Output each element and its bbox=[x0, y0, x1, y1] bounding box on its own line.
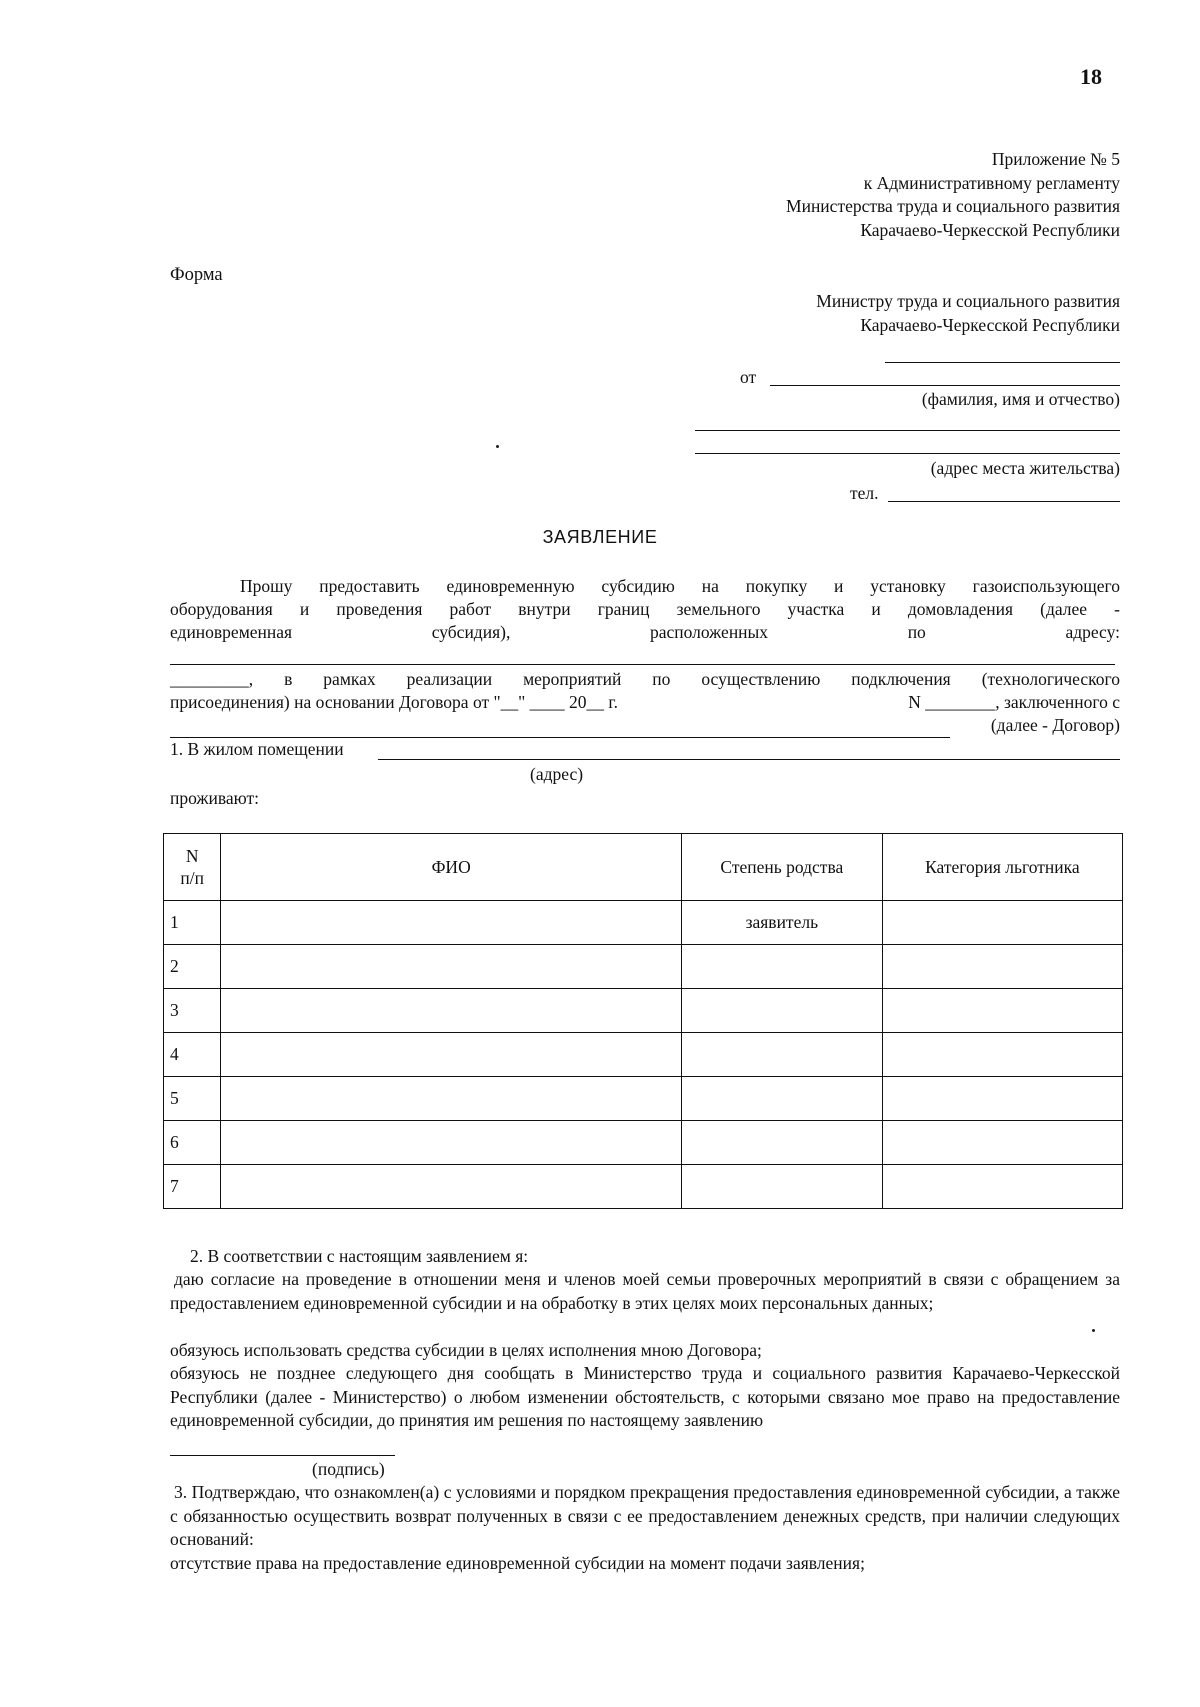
row-category[interactable] bbox=[882, 1033, 1122, 1077]
section3-item: отсутствие права на предоставление единовременной субсидии на момент подачи заявления; bbox=[170, 1553, 865, 1573]
contract-date-text: присоединения) на основании Договора от "__" ____ 20__ г. bbox=[170, 692, 618, 712]
request-word: по bbox=[907, 622, 926, 642]
from-label: от bbox=[740, 367, 757, 387]
row-fio[interactable] bbox=[221, 901, 681, 945]
addressee-line: Карачаево-Черкесской Республики bbox=[860, 314, 1120, 335]
appendix-line: Карачаево-Черкесской Республики bbox=[860, 219, 1120, 240]
row-category[interactable] bbox=[882, 1077, 1122, 1121]
row-relation[interactable]: заявитель bbox=[681, 901, 882, 945]
tel-label: тел. bbox=[850, 483, 879, 503]
row-fio[interactable] bbox=[221, 1077, 681, 1121]
appendix-line: Приложение № 5 bbox=[991, 149, 1120, 169]
row-relation[interactable] bbox=[681, 1121, 882, 1165]
document-title: ЗАЯВЛЕНИЕ bbox=[542, 527, 658, 547]
tel-field-line[interactable] bbox=[888, 501, 1120, 502]
request-word: единовременная bbox=[170, 622, 293, 642]
request-word: адресу: bbox=[1065, 622, 1120, 642]
request-line-6 bbox=[170, 691, 1120, 714]
row-num: 1 bbox=[164, 901, 221, 945]
row-fio[interactable] bbox=[221, 1165, 681, 1209]
page-number: 18 bbox=[1080, 64, 1102, 89]
appendix-line: Министерства труда и социального развития bbox=[786, 196, 1120, 216]
request-address-line[interactable] bbox=[170, 664, 1115, 665]
fio-field-line[interactable] bbox=[770, 385, 1120, 386]
row-relation[interactable] bbox=[681, 1077, 882, 1121]
contract-number-text: N ________, заключенного с bbox=[908, 692, 1120, 712]
header-category: Категория льготника bbox=[882, 834, 1122, 901]
fio-field-line[interactable] bbox=[885, 362, 1120, 363]
table-header-row bbox=[164, 834, 1123, 901]
request-line: _________, в рамках реализации мероприятий по осуществлению подключения (технологического bbox=[170, 669, 1120, 689]
row-fio[interactable] bbox=[221, 989, 681, 1033]
row-category[interactable] bbox=[882, 1165, 1122, 1209]
section2-heading: 2. В соответствии с настоящим заявлением я: bbox=[190, 1246, 529, 1266]
row-category[interactable] bbox=[882, 989, 1122, 1033]
row-category[interactable] bbox=[882, 945, 1122, 989]
residents-table bbox=[163, 833, 1123, 1209]
dwelling-address-line[interactable] bbox=[378, 759, 1120, 760]
row-fio[interactable] bbox=[221, 1121, 681, 1165]
section3-paragraph: 3. Подтверждаю, что ознакомлен(а) с условиями и порядком прекращения предоставления единовременной субсидии, а также с обязанностью осуществить возврат полученных в связи с ее предоставлением денежных средств, при наличии следующих оснований: bbox=[170, 1482, 1120, 1549]
row-fio[interactable] bbox=[221, 1033, 681, 1077]
signature-caption: (подпись) bbox=[312, 1459, 385, 1479]
addressee-line: Министру труда и социального развития bbox=[816, 291, 1120, 311]
dwelling-address-caption: (адрес) bbox=[530, 764, 584, 784]
signature-line[interactable] bbox=[170, 1455, 395, 1456]
stray-dot bbox=[496, 445, 499, 448]
address-caption: (адрес места жительства) bbox=[930, 458, 1120, 478]
row-num: 6 bbox=[164, 1121, 221, 1165]
request-line: Прошу предоставить единовременную субсидию на покупку и установку газоиспользующего bbox=[240, 576, 1120, 596]
consent-paragraph: даю согласие на проведение в отношении меня и членов моей семьи проверочных мероприятий в связи с обращением за предоставлением единовременной субсидии и на обработку в этих целях моих персональных данных; bbox=[170, 1269, 1120, 1313]
request-word: субсидия), bbox=[431, 622, 511, 642]
row-relation[interactable] bbox=[681, 945, 882, 989]
row-num: 7 bbox=[164, 1165, 221, 1209]
row-category[interactable] bbox=[882, 901, 1122, 945]
addressee-block bbox=[600, 290, 1120, 337]
section1-label: 1. В жилом помещении bbox=[170, 739, 344, 759]
appendix-line: к Административному регламенту bbox=[863, 172, 1120, 193]
table-row bbox=[164, 945, 1123, 989]
header-num: N п/п bbox=[164, 834, 221, 901]
row-relation[interactable] bbox=[681, 989, 882, 1033]
residents-label: проживают: bbox=[170, 788, 260, 808]
table-row bbox=[164, 1121, 1123, 1165]
request-line-3 bbox=[170, 621, 1120, 644]
form-label: Форма bbox=[170, 265, 223, 285]
address-field-line[interactable] bbox=[695, 453, 1120, 454]
row-num: 2 bbox=[164, 945, 221, 989]
appendix-header bbox=[600, 148, 1120, 242]
row-relation[interactable] bbox=[681, 1165, 882, 1209]
row-num: 4 bbox=[164, 1033, 221, 1077]
request-line: оборудования и проведения работ внутри границ земельного участка и домовладения (далее - bbox=[170, 599, 1120, 619]
row-num: 3 bbox=[164, 989, 221, 1033]
stray-dot bbox=[1092, 1329, 1095, 1332]
fio-caption: (фамилия, имя и отчество) bbox=[921, 389, 1120, 409]
table-row bbox=[164, 901, 1123, 945]
header-fio: ФИО bbox=[221, 834, 681, 901]
contract-caption: (далее - Договор) bbox=[990, 715, 1120, 735]
row-relation[interactable] bbox=[681, 1033, 882, 1077]
table-row bbox=[164, 1165, 1123, 1209]
table-row bbox=[164, 989, 1123, 1033]
use-funds-paragraph: обязуюсь использовать средства субсидии в целях исполнения мною Договора; bbox=[170, 1340, 762, 1360]
header-relation: Степень родства bbox=[681, 834, 882, 901]
notify-paragraph: обязуюсь не позднее следующего дня сообщать в Министерство труда и социального развития Карачаево-Черкесской Республики (далее - Министерство) о любом изменении обстоятельств, с которыми связано мое право на предоставление единовременной субсидии, до принятия им решения по настоящему заявлению bbox=[170, 1363, 1120, 1430]
table-row bbox=[164, 1077, 1123, 1121]
row-num: 5 bbox=[164, 1077, 221, 1121]
row-fio[interactable] bbox=[221, 945, 681, 989]
request-word: расположенных bbox=[649, 622, 769, 642]
address-field-line[interactable] bbox=[695, 430, 1120, 431]
row-category[interactable] bbox=[882, 1121, 1122, 1165]
table-row bbox=[164, 1033, 1123, 1077]
